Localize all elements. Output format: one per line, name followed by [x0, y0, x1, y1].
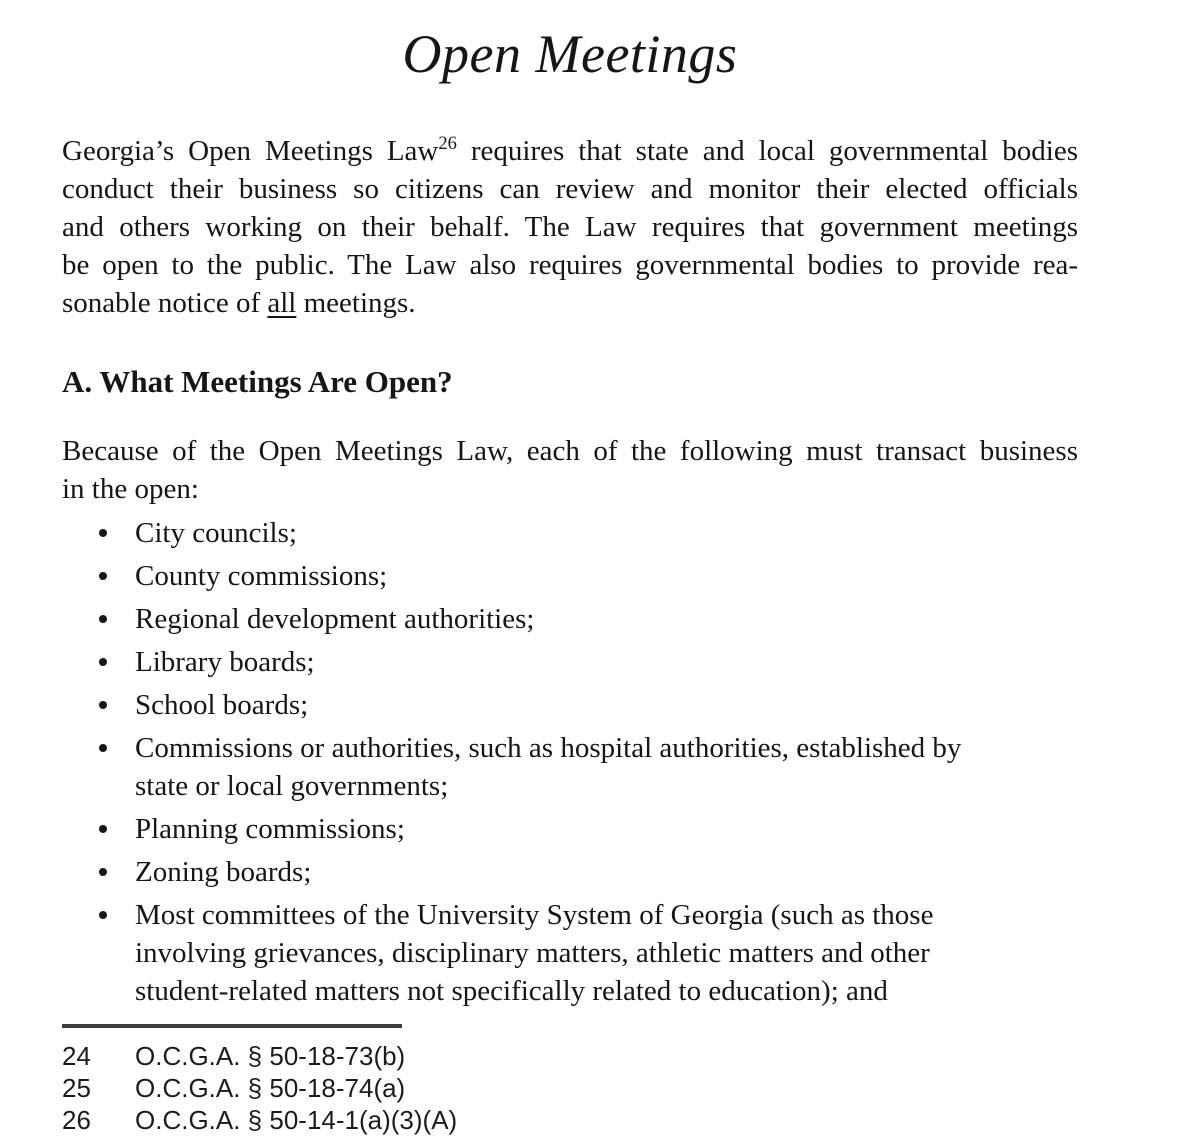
footnote-text: O.C.G.A. § 50-18-73(b) [135, 1041, 406, 1071]
text-line: Library boards; [135, 646, 315, 678]
bullet-icon [99, 529, 107, 537]
text-line [62, 284, 1078, 322]
footnote-separator [62, 1024, 402, 1028]
bullet-icon [99, 572, 107, 580]
text-line: involving grievances, disciplinary matters, athletic matters and other [135, 937, 930, 969]
text-line: student-related matters not specifically related to education); and [135, 975, 888, 1007]
list-item [62, 557, 1078, 595]
footnote-text: O.C.G.A. § 50-18-74(a) [135, 1073, 406, 1103]
bullet-icon [99, 658, 107, 666]
lead-paragraph [62, 432, 1078, 508]
list-item [62, 729, 1078, 805]
text-line: state or local governments; [135, 770, 449, 802]
intro-paragraph [62, 132, 1078, 322]
footnote-number: 26 [62, 1105, 91, 1135]
footnote-text: O.C.G.A. § 50-14-1(a)(3)(A) [135, 1105, 458, 1135]
footnote-row [62, 1104, 1078, 1136]
footnote-number: 24 [62, 1041, 91, 1071]
footnote-ref: 26 [438, 133, 457, 154]
footnote-row [62, 1072, 1078, 1104]
bullet-icon [99, 911, 107, 919]
text-line: County commissions; [135, 560, 388, 592]
footnote-row [62, 1040, 1078, 1072]
bullet-icon [99, 868, 107, 876]
text-line [62, 246, 1078, 284]
text-segment: in the open: [62, 473, 199, 505]
text-segment: meetings. [296, 287, 416, 319]
text-line [62, 132, 1078, 170]
bullet-icon [99, 825, 107, 833]
list-item [62, 600, 1078, 638]
text-line [62, 432, 1078, 470]
text-line: Commissions or authorities, such as hospital authorities, established by [135, 732, 962, 764]
list-item [62, 686, 1078, 724]
text-line: School boards; [135, 689, 309, 721]
text-line [62, 208, 1078, 246]
list-item [62, 643, 1078, 681]
bullet-icon [99, 701, 107, 709]
list-item [62, 514, 1078, 552]
page-title: Open Meetings [402, 24, 738, 84]
text-line: Regional development authorities; [135, 603, 535, 635]
text-line [62, 470, 1078, 508]
text-segment: Because of the Open Meetings Law, each of the following must transact business [62, 435, 1078, 467]
list-item [62, 896, 1078, 1010]
text-line: City councils; [135, 517, 297, 549]
text-segment: conduct their business so citizens can review and monitor their elected officials [62, 173, 1078, 205]
footnote-number: 25 [62, 1073, 91, 1103]
open-bodies-list [62, 514, 1078, 1010]
text-segment: and others working on their behalf. The Law requires that government meetings [62, 211, 1078, 243]
text-line: Most committees of the University System of Georgia (such as those [135, 899, 934, 931]
text-line: Planning commissions; [135, 813, 405, 845]
bullet-icon [99, 744, 107, 752]
text-line: Zoning boards; [135, 856, 312, 888]
section-heading: A. What Meetings Are Open? [62, 364, 453, 399]
footnotes-list [62, 1040, 1078, 1136]
bullet-icon [99, 615, 107, 623]
text-segment: be open to the public. The Law also requires governmental bodies to provide rea- [62, 249, 1078, 281]
list-item [62, 853, 1078, 891]
text-segment: Georgia’s Open Meetings Law [62, 135, 439, 167]
text-segment: sonable notice of [62, 287, 268, 319]
list-item [62, 810, 1078, 848]
text-line [62, 170, 1078, 208]
text-segment: requires that state and local governmental bodies [456, 135, 1078, 167]
underlined-text: all [267, 287, 297, 319]
